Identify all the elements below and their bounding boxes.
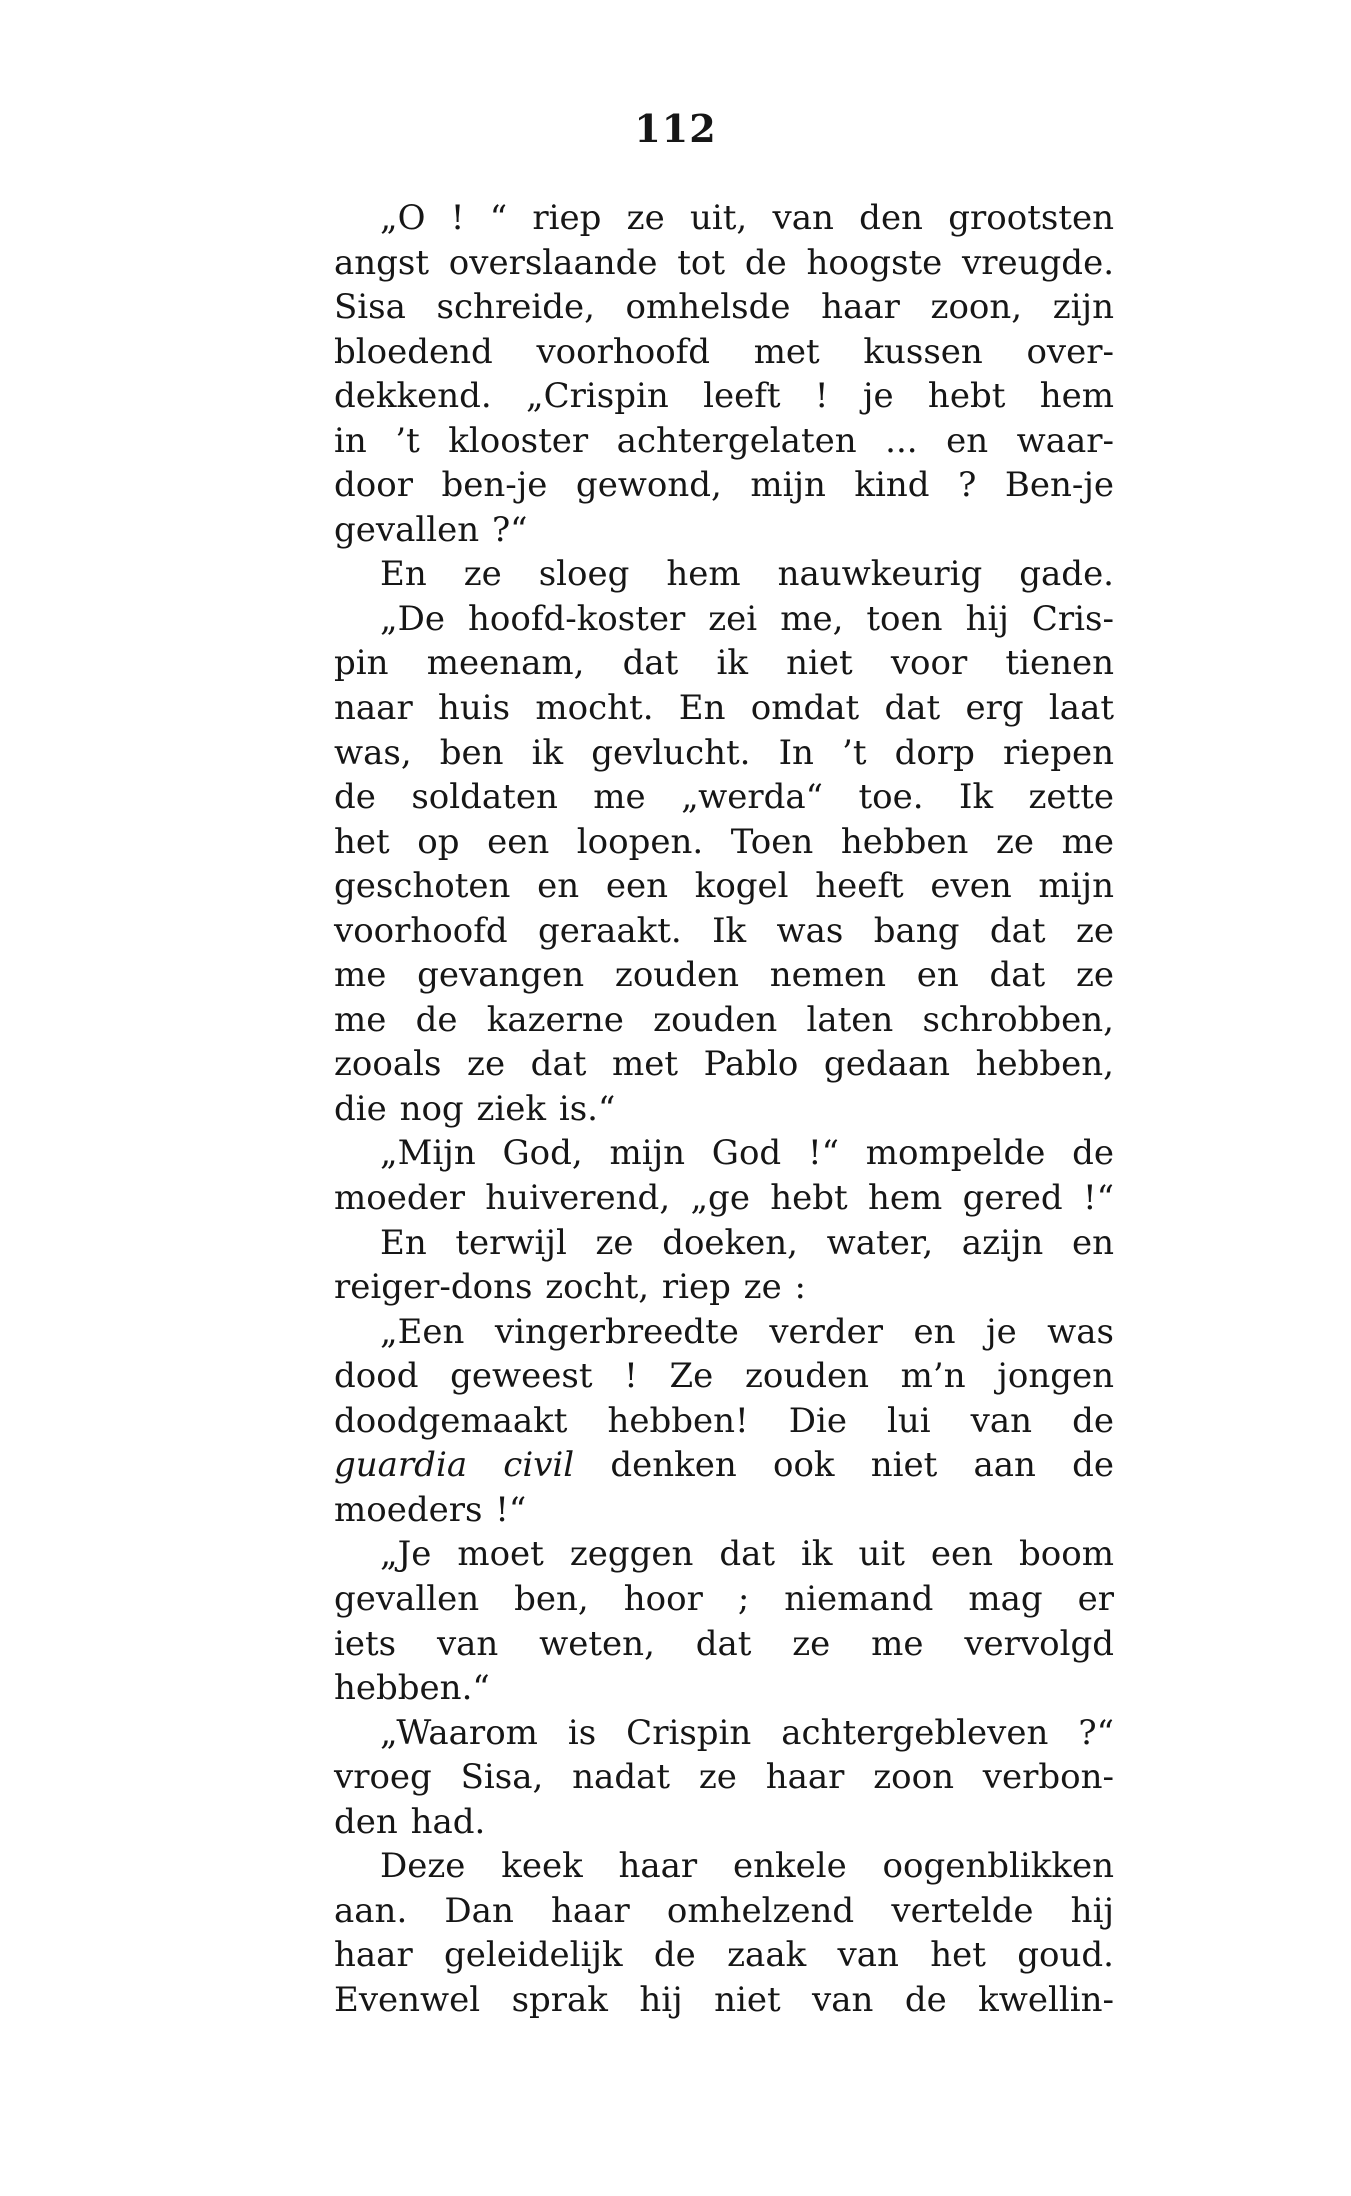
page-number: 112 [634, 106, 717, 151]
text-line: door ben-je gewond, mijn kind ? Ben-je [334, 465, 1114, 506]
text-line: het op een loopen. Toen hebben ze me [334, 821, 1114, 862]
text-line: den had. [334, 1801, 486, 1842]
text-line: reiger-dons zocht, riep ze : [334, 1267, 806, 1308]
text-line: hebben.“ [334, 1668, 490, 1709]
text-line: „Mijn God, mijn God !“ mompelde de [380, 1133, 1114, 1174]
text-line: zooals ze dat met Pablo gedaan hebben, [334, 1044, 1114, 1085]
text-line: Evenwel sprak hij niet van de kwellin- [334, 1979, 1114, 2020]
text-line: moeder huiverend, „ge hebt hem gered !“ [334, 1178, 1114, 1219]
text-line: angst overslaande tot de hoogste vreugde. [334, 242, 1114, 283]
text-line: me gevangen zouden nemen en dat ze [334, 955, 1114, 996]
text-line: voorhoofd geraakt. Ik was bang dat ze [334, 910, 1114, 951]
text-line: gevallen ben, hoor ; niemand mag er [334, 1578, 1114, 1619]
text-line: me de kazerne zouden laten schrobben, [334, 999, 1114, 1040]
text-line: dekkend. „Crispin leeft ! je hebt hem [334, 376, 1114, 417]
text-line: in ’t klooster achtergelaten ... en waar- [334, 420, 1114, 461]
text-line: geschoten en een kogel heeft even mijn [334, 866, 1114, 907]
text-line: iets van weten, dat ze me vervolgd [334, 1623, 1114, 1664]
text-line: haar geleidelijk de zaak van het goud. [334, 1935, 1114, 1976]
text-line: En terwijl ze doeken, water, azijn en [380, 1222, 1114, 1263]
text-line: „Waarom is Crispin achtergebleven ?“ [380, 1712, 1114, 1753]
text-line: Sisa schreide, omhelsde haar zoon, zijn [334, 287, 1114, 328]
text-line: gevallen ?“ [334, 509, 528, 550]
text-line: guardia civil denken ook niet aan de [334, 1445, 1114, 1486]
text-line: dood geweest ! Ze zouden m’n jongen [334, 1356, 1114, 1397]
text-line: En ze sloeg hem nauwkeurig gade. [380, 554, 1114, 595]
text-line: aan. Dan haar omhelzend vertelde hij [334, 1890, 1114, 1931]
text-line: Deze keek haar enkele oogenblikken [380, 1846, 1114, 1887]
text-line: pin meenam, dat ik niet voor tienen [334, 643, 1114, 684]
body-text [334, 196, 1114, 2022]
text-line: „Je moet zeggen dat ik uit een boom [380, 1534, 1114, 1575]
text-line: de soldaten me „werda“ toe. Ik zette [334, 777, 1114, 818]
text-line: die nog ziek is.“ [334, 1088, 616, 1129]
text-line: naar huis mocht. En omdat dat erg laat [334, 688, 1114, 729]
text-line: „De hoofd-koster zei me, toen hij Cris- [380, 598, 1114, 639]
text-line: was, ben ik gevlucht. In ’t dorp riepen [334, 732, 1114, 773]
text-line: „O ! “ riep ze uit, van den grootsten [380, 198, 1114, 238]
text-line: „Een vingerbreedte verder en je was [380, 1311, 1114, 1352]
text-line: bloedend voorhoofd met kussen over- [334, 331, 1114, 372]
text-line: moeders !“ [334, 1489, 527, 1530]
text-line: doodgemaakt hebben! Die lui van de [334, 1400, 1114, 1441]
text-line: vroeg Sisa, nadat ze haar zoon verbon- [334, 1757, 1114, 1798]
